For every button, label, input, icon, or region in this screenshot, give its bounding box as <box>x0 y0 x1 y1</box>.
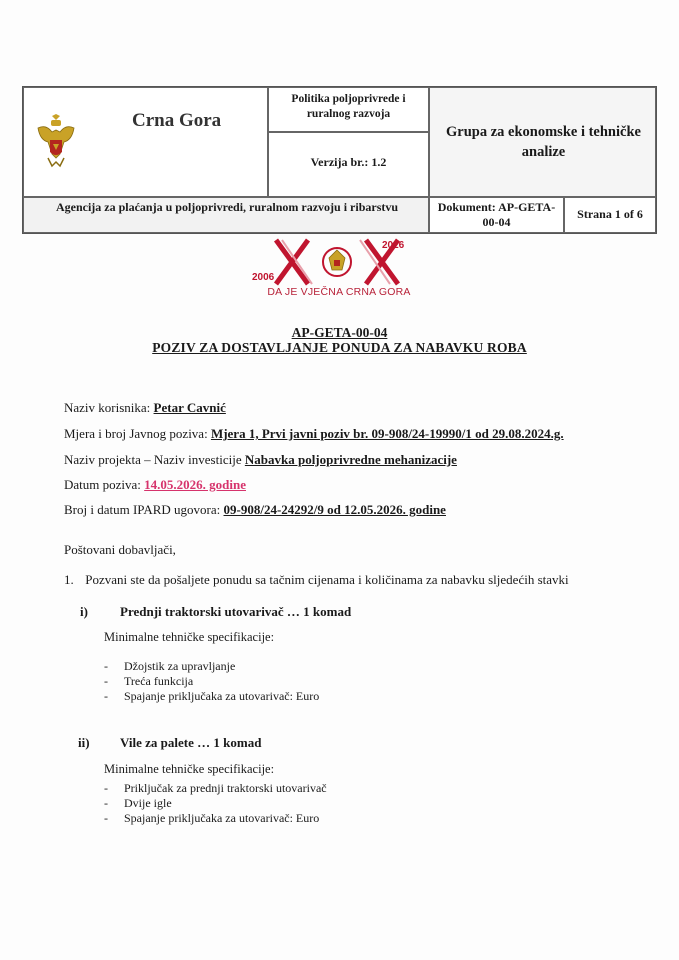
contract-value: 09-908/24-24292/9 od 12.05.2026. godine <box>223 502 446 517</box>
anniversary-logo <box>248 236 428 300</box>
logo-year-end: 2026 <box>382 240 405 251</box>
item-number: ii) <box>78 735 90 750</box>
document-header-table <box>22 86 657 234</box>
project-row <box>64 452 457 468</box>
item-title: Prednji traktorski utovarivač … 1 komad <box>120 604 352 619</box>
page-number-text: Strana 1 of 6 <box>577 207 643 221</box>
spec-list-item: - Dvije igle <box>104 796 172 810</box>
logo-slogan: DA JE VJEČNA CRNA GORA <box>267 286 411 298</box>
spec-list-item: - Spajanje priključaka za utovarivač: Euro <box>104 811 320 825</box>
date-value: 14.05.2026. godine <box>144 477 246 492</box>
policy-cell <box>268 87 429 132</box>
project-value: Nabavka poljoprivredne mehanizacije <box>244 452 457 467</box>
spec-header: Minimalne tehničke specifikacije: <box>104 762 275 776</box>
instruction-text: Pozvani ste da pošaljete ponudu sa tačnim cijenama i količinama za nabavku sljedećih stavki <box>85 572 569 587</box>
instruction-item <box>64 572 569 588</box>
date-label: Datum poziva: <box>64 477 141 492</box>
agency-text: Agencija za plaćanja u poljoprivredi, ruralnom razvoju i ribarstvu <box>55 200 399 214</box>
item-number: i) <box>80 604 88 619</box>
agency-cell <box>23 197 429 233</box>
version-cell <box>268 132 429 197</box>
user-value: Petar Cavnić <box>153 400 226 415</box>
document-code-cell <box>429 197 564 233</box>
call-row <box>64 426 564 442</box>
spec-list-item: - Priključak za prednji traktorski utovarivač <box>104 781 327 795</box>
group-cell <box>429 87 656 197</box>
instruction-number: 1. <box>64 572 74 587</box>
call-label: Mjera i broj Javnog poziva: <box>64 426 208 441</box>
call-value: Mjera 1, Prvi javni poziv br. 09-908/24-19990/1 od 29.08.2024.g. <box>210 426 564 441</box>
group-text: Grupa za ekonomske i tehničke analize <box>446 124 641 160</box>
policy-text: Politika poljoprivrede i ruralnog razvoja <box>291 93 406 120</box>
document-code-text: Dokument: AP-GETA-00-04 <box>437 200 556 229</box>
spec-header: Minimalne tehničke specifikacije: <box>104 630 275 644</box>
spec-list-item: - Džojstik za upravljanje <box>104 659 236 673</box>
contract-label: Broj i datum IPARD ugovora: <box>64 502 221 517</box>
project-label: Naziv projekta – Naziv investicije <box>64 452 242 467</box>
user-row <box>64 400 226 416</box>
spec-list-item: - Treća funkcija <box>104 674 194 688</box>
user-label: Naziv korisnika: <box>64 400 151 415</box>
coat-of-arms-icon <box>34 114 78 170</box>
country-title: Crna Gora <box>132 110 222 131</box>
item-title: Vile za palete … 1 komad <box>120 735 262 750</box>
date-row <box>64 477 246 493</box>
spec-list-item: - Spajanje priključaka za utovarivač: Euro <box>104 689 320 703</box>
contract-row <box>64 502 446 518</box>
document-code-heading: AP-GETA-00-04 <box>291 325 388 340</box>
version-text: Verzija br.: 1.2 <box>310 155 387 169</box>
country-cell <box>23 87 268 197</box>
page-number-cell <box>564 197 656 233</box>
document-title: POZIV ZA DOSTAVLJANJE PONUDA ZA NABAVKU ROBA <box>152 340 527 355</box>
logo-year-start: 2006 <box>252 272 275 283</box>
greeting: Poštovani dobavljači, <box>64 542 176 557</box>
